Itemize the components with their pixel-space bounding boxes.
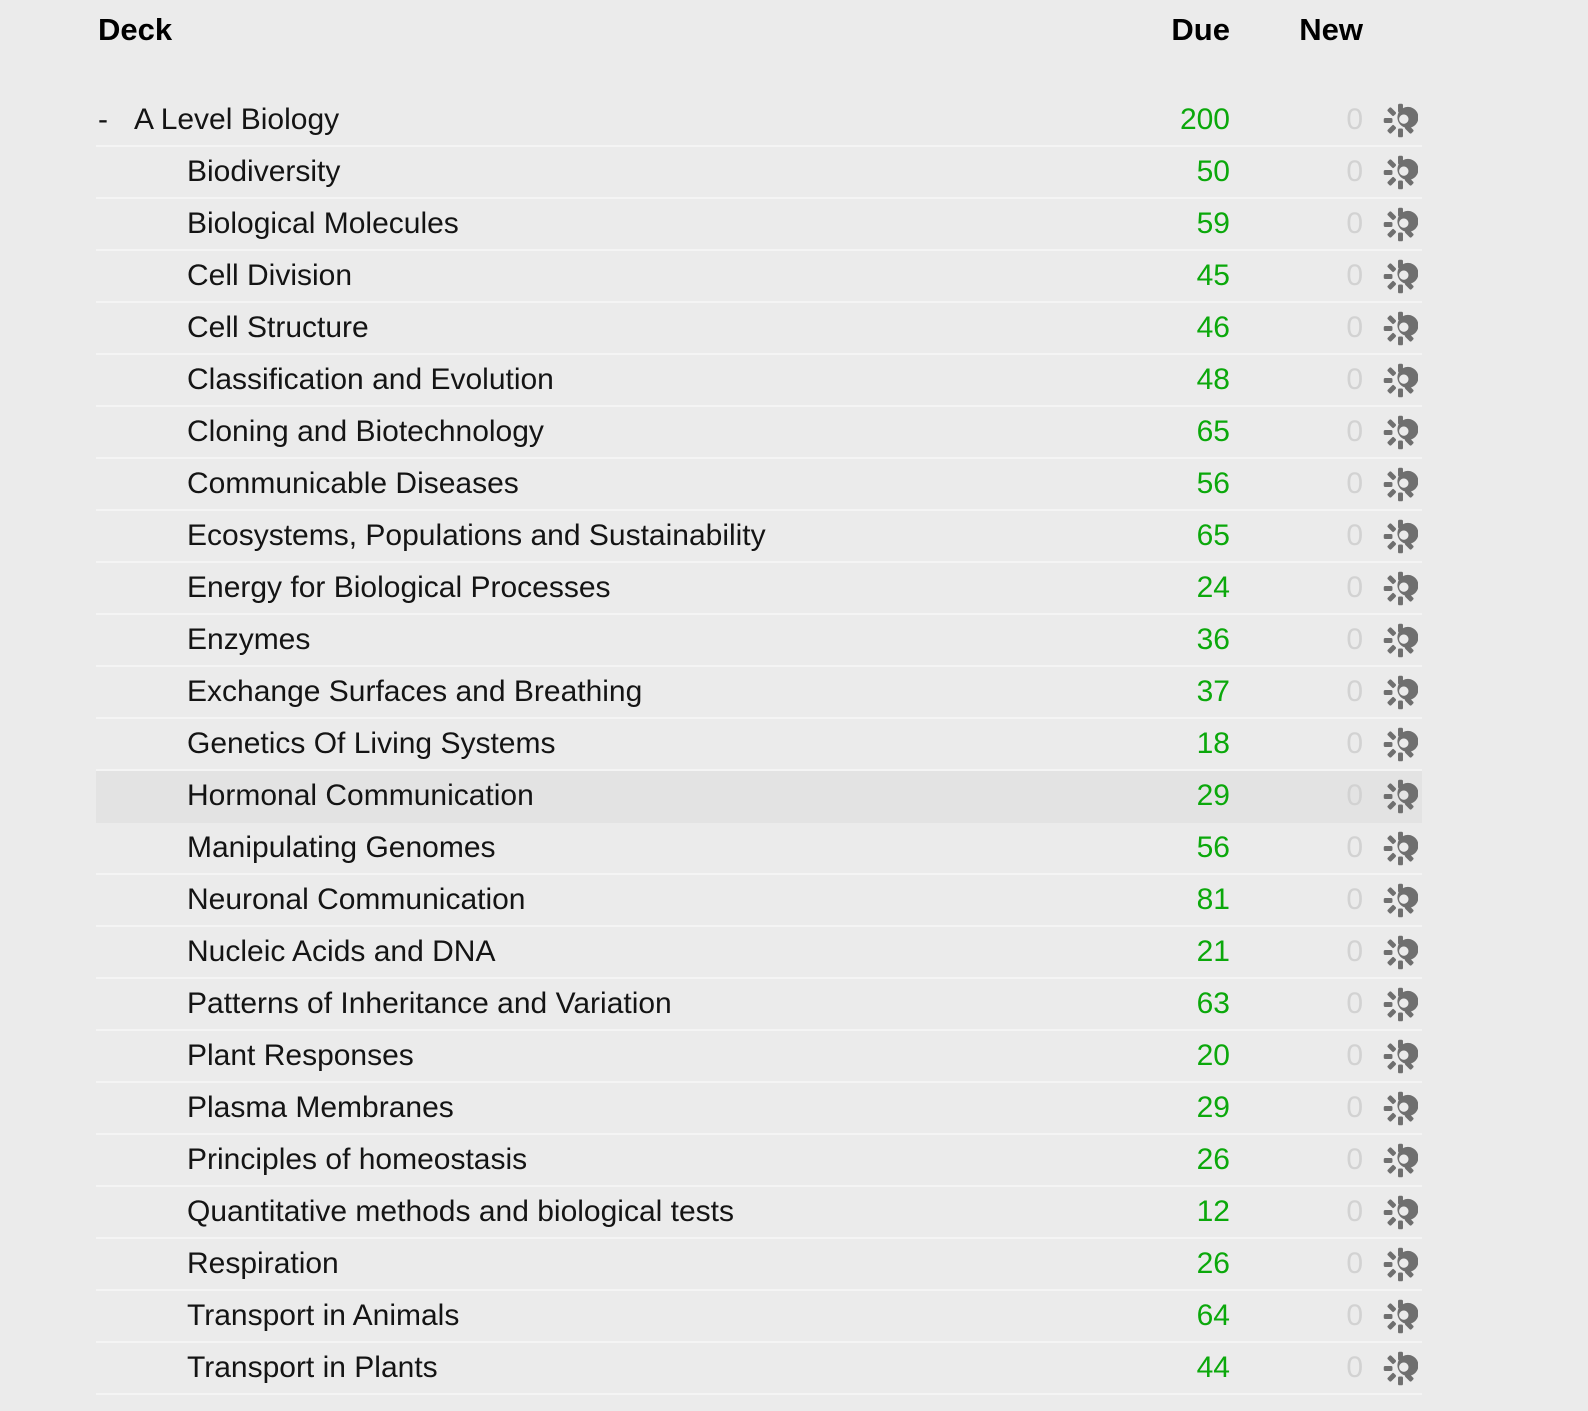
gear-icon[interactable] — [1383, 831, 1418, 866]
gear-icon[interactable] — [1383, 1351, 1418, 1386]
due-count: 200 — [1179, 103, 1230, 136]
deck-row — [96, 1135, 1422, 1187]
deck-options-cell — [1363, 779, 1422, 814]
deck-name-cell — [96, 259, 1110, 293]
deck-row — [96, 303, 1422, 355]
deck-row — [96, 1291, 1422, 1343]
deck-row — [96, 1343, 1422, 1395]
due-count: 37 — [1196, 675, 1230, 708]
due-count: 46 — [1196, 311, 1230, 344]
gear-icon[interactable] — [1383, 1299, 1418, 1334]
new-count: 0 — [1346, 259, 1363, 292]
deck-name-cell — [96, 1299, 1110, 1333]
gear-icon[interactable] — [1383, 207, 1418, 242]
deck-name-cell — [96, 571, 1110, 605]
deck-row — [96, 407, 1422, 459]
due-count: 56 — [1196, 467, 1230, 500]
new-count: 0 — [1346, 1195, 1363, 1228]
deck-row — [96, 875, 1422, 927]
deck-name-link[interactable]: Cell Structure — [187, 311, 369, 344]
gear-icon[interactable] — [1383, 103, 1418, 138]
new-count: 0 — [1346, 1351, 1363, 1384]
deck-name-link[interactable]: A Level Biology — [134, 103, 340, 136]
deck-row — [96, 355, 1422, 407]
deck-name-cell — [96, 935, 1110, 969]
deck-options-cell — [1363, 1195, 1422, 1230]
deck-name-link[interactable]: Principles of homeostasis — [187, 1143, 528, 1176]
gear-icon[interactable] — [1383, 259, 1418, 294]
deck-options-cell — [1363, 519, 1422, 554]
new-count: 0 — [1346, 467, 1363, 500]
deck-name-cell — [96, 519, 1110, 553]
gear-icon[interactable] — [1383, 1091, 1418, 1126]
deck-options-cell — [1363, 623, 1422, 658]
deck-table-header — [96, 0, 1422, 95]
deck-options-cell — [1363, 675, 1422, 710]
deck-name-link[interactable]: Neuronal Communication — [187, 883, 526, 916]
due-count: 63 — [1196, 987, 1230, 1020]
deck-name-link[interactable]: Enzymes — [187, 623, 311, 656]
new-count: 0 — [1346, 207, 1363, 240]
deck-row — [96, 927, 1422, 979]
deck-name-link[interactable]: Genetics Of Living Systems — [187, 727, 556, 760]
deck-options-cell — [1363, 155, 1422, 190]
collapse-toggle[interactable]: - — [98, 103, 108, 136]
due-count: 29 — [1196, 779, 1230, 812]
gear-icon[interactable] — [1383, 1247, 1418, 1282]
deck-row — [96, 511, 1422, 563]
deck-name-link[interactable]: Respiration — [187, 1247, 339, 1280]
deck-options-cell — [1363, 1039, 1422, 1074]
new-count: 0 — [1346, 415, 1363, 448]
deck-name-link[interactable]: Biodiversity — [187, 155, 341, 188]
gear-icon[interactable] — [1383, 155, 1418, 190]
due-count: 65 — [1196, 519, 1230, 552]
deck-row — [96, 823, 1422, 875]
deck-row — [96, 771, 1422, 823]
deck-row — [96, 1187, 1422, 1239]
deck-row — [96, 147, 1422, 199]
deck-row — [96, 251, 1422, 303]
gear-icon[interactable] — [1383, 623, 1418, 658]
due-count: 50 — [1196, 155, 1230, 188]
deck-name-link[interactable]: Energy for Biological Processes — [187, 571, 611, 604]
due-count: 59 — [1196, 207, 1230, 240]
deck-name-cell — [96, 623, 1110, 657]
deck-options-cell — [1363, 571, 1422, 606]
deck-options-cell — [1363, 935, 1422, 970]
deck-table — [96, 0, 1422, 1395]
deck-name-link[interactable]: Patterns of Inheritance and Variation — [187, 987, 672, 1020]
new-count: 0 — [1346, 1299, 1363, 1332]
gear-icon[interactable] — [1383, 727, 1418, 762]
new-count: 0 — [1346, 675, 1363, 708]
due-count: 36 — [1196, 623, 1230, 656]
new-count: 0 — [1346, 623, 1363, 656]
deck-row — [96, 95, 1422, 147]
deck-name-link[interactable]: Hormonal Communication — [187, 779, 534, 812]
deck-options-cell — [1363, 1143, 1422, 1178]
deck-options-cell — [1363, 259, 1422, 294]
new-count: 0 — [1346, 1091, 1363, 1124]
deck-row — [96, 979, 1422, 1031]
new-count: 0 — [1346, 727, 1363, 760]
deck-options-cell — [1363, 1351, 1422, 1386]
deck-row — [96, 667, 1422, 719]
deck-name-link[interactable]: Quantitative methods and biological tests — [187, 1195, 734, 1228]
deck-name-cell — [96, 363, 1110, 397]
due-count: 29 — [1196, 1091, 1230, 1124]
deck-name-cell — [96, 155, 1110, 189]
deck-row — [96, 1239, 1422, 1291]
new-count: 0 — [1346, 155, 1363, 188]
deck-name-link[interactable]: Exchange Surfaces and Breathing — [187, 675, 643, 708]
deck-name-link[interactable]: Cell Division — [187, 259, 353, 292]
deck-name-cell — [96, 103, 1110, 137]
deck-name-cell — [96, 1195, 1110, 1229]
new-count: 0 — [1346, 1247, 1363, 1280]
due-count: 12 — [1196, 1195, 1230, 1228]
due-count: 18 — [1196, 727, 1230, 760]
due-count: 26 — [1196, 1247, 1230, 1280]
new-count: 0 — [1346, 1039, 1363, 1072]
due-count: 64 — [1196, 1299, 1230, 1332]
gear-icon[interactable] — [1383, 571, 1418, 606]
gear-icon[interactable] — [1383, 883, 1418, 918]
new-count: 0 — [1346, 519, 1363, 552]
deck-options-cell — [1363, 311, 1422, 346]
gear-icon[interactable] — [1383, 987, 1418, 1022]
deck-row — [96, 563, 1422, 615]
deck-name-cell — [96, 831, 1110, 865]
deck-options-cell — [1363, 987, 1422, 1022]
deck-options-cell — [1363, 415, 1422, 450]
due-count: 45 — [1196, 259, 1230, 292]
deck-options-cell — [1363, 727, 1422, 762]
deck-row — [96, 719, 1422, 771]
new-count: 0 — [1346, 987, 1363, 1020]
deck-options-cell — [1363, 103, 1422, 138]
deck-name-cell — [96, 1351, 1110, 1385]
deck-name-link[interactable]: Transport in Plants — [187, 1351, 438, 1384]
deck-options-cell — [1363, 207, 1422, 242]
deck-name-cell — [96, 883, 1110, 917]
due-count: 21 — [1196, 935, 1230, 968]
gear-icon[interactable] — [1383, 415, 1418, 450]
new-count: 0 — [1346, 103, 1363, 136]
gear-icon[interactable] — [1383, 519, 1418, 554]
deck-options-cell — [1363, 1247, 1422, 1282]
deck-name-cell — [96, 415, 1110, 449]
deck-row — [96, 199, 1422, 251]
deck-rows — [96, 95, 1422, 1395]
deck-name-cell — [96, 1039, 1110, 1073]
deck-name-cell — [96, 727, 1110, 761]
gear-icon[interactable] — [1383, 935, 1418, 970]
gear-icon[interactable] — [1383, 779, 1418, 814]
deck-name-link[interactable]: Plant Responses — [187, 1039, 414, 1072]
gear-icon[interactable] — [1383, 1143, 1418, 1178]
deck-row — [96, 459, 1422, 511]
new-count: 0 — [1346, 571, 1363, 604]
deck-row — [96, 1031, 1422, 1083]
deck-column-header: Deck — [98, 12, 173, 47]
deck-name-link[interactable]: Communicable Diseases — [187, 467, 519, 500]
deck-name-link[interactable]: Transport in Animals — [187, 1299, 460, 1332]
new-column-header: New — [1299, 12, 1363, 47]
gear-icon[interactable] — [1383, 1039, 1418, 1074]
deck-options-cell — [1363, 363, 1422, 398]
deck-name-link[interactable]: Classification and Evolution — [187, 363, 554, 396]
deck-name-link[interactable]: Nucleic Acids and DNA — [187, 935, 496, 968]
deck-name-cell — [96, 207, 1110, 241]
gear-icon[interactable] — [1383, 311, 1418, 346]
deck-options-cell — [1363, 1299, 1422, 1334]
due-count: 20 — [1196, 1039, 1230, 1072]
due-count: 81 — [1196, 883, 1230, 916]
deck-name-cell — [96, 467, 1110, 501]
deck-name-link[interactable]: Plasma Membranes — [187, 1091, 454, 1124]
gear-icon[interactable] — [1383, 363, 1418, 398]
deck-name-cell — [96, 779, 1110, 813]
due-column-header: Due — [1171, 12, 1230, 47]
due-count: 65 — [1196, 415, 1230, 448]
deck-name-cell — [96, 1247, 1110, 1281]
deck-name-cell — [96, 987, 1110, 1021]
deck-options-cell — [1363, 831, 1422, 866]
deck-name-cell — [96, 675, 1110, 709]
new-count: 0 — [1346, 831, 1363, 864]
deck-options-cell — [1363, 1091, 1422, 1126]
deck-name-cell — [96, 311, 1110, 345]
new-count: 0 — [1346, 935, 1363, 968]
gear-icon[interactable] — [1383, 675, 1418, 710]
due-count: 26 — [1196, 1143, 1230, 1176]
deck-name-link[interactable]: Ecosystems, Populations and Sustainability — [187, 519, 766, 552]
deck-options-cell — [1363, 467, 1422, 502]
deck-name-cell — [96, 1091, 1110, 1125]
new-count: 0 — [1346, 363, 1363, 396]
due-count: 56 — [1196, 831, 1230, 864]
deck-name-link[interactable]: Cloning and Biotechnology — [187, 415, 544, 448]
new-count: 0 — [1346, 311, 1363, 344]
due-count: 48 — [1196, 363, 1230, 396]
gear-icon[interactable] — [1383, 1195, 1418, 1230]
new-count: 0 — [1346, 1143, 1363, 1176]
deck-name-cell — [96, 1143, 1110, 1177]
deck-name-link[interactable]: Manipulating Genomes — [187, 831, 496, 864]
due-count: 24 — [1196, 571, 1230, 604]
new-count: 0 — [1346, 779, 1363, 812]
new-count: 0 — [1346, 883, 1363, 916]
deck-name-link[interactable]: Biological Molecules — [187, 207, 459, 240]
deck-row — [96, 615, 1422, 667]
due-count: 44 — [1196, 1351, 1230, 1384]
deck-options-cell — [1363, 883, 1422, 918]
deck-row — [96, 1083, 1422, 1135]
gear-icon[interactable] — [1383, 467, 1418, 502]
